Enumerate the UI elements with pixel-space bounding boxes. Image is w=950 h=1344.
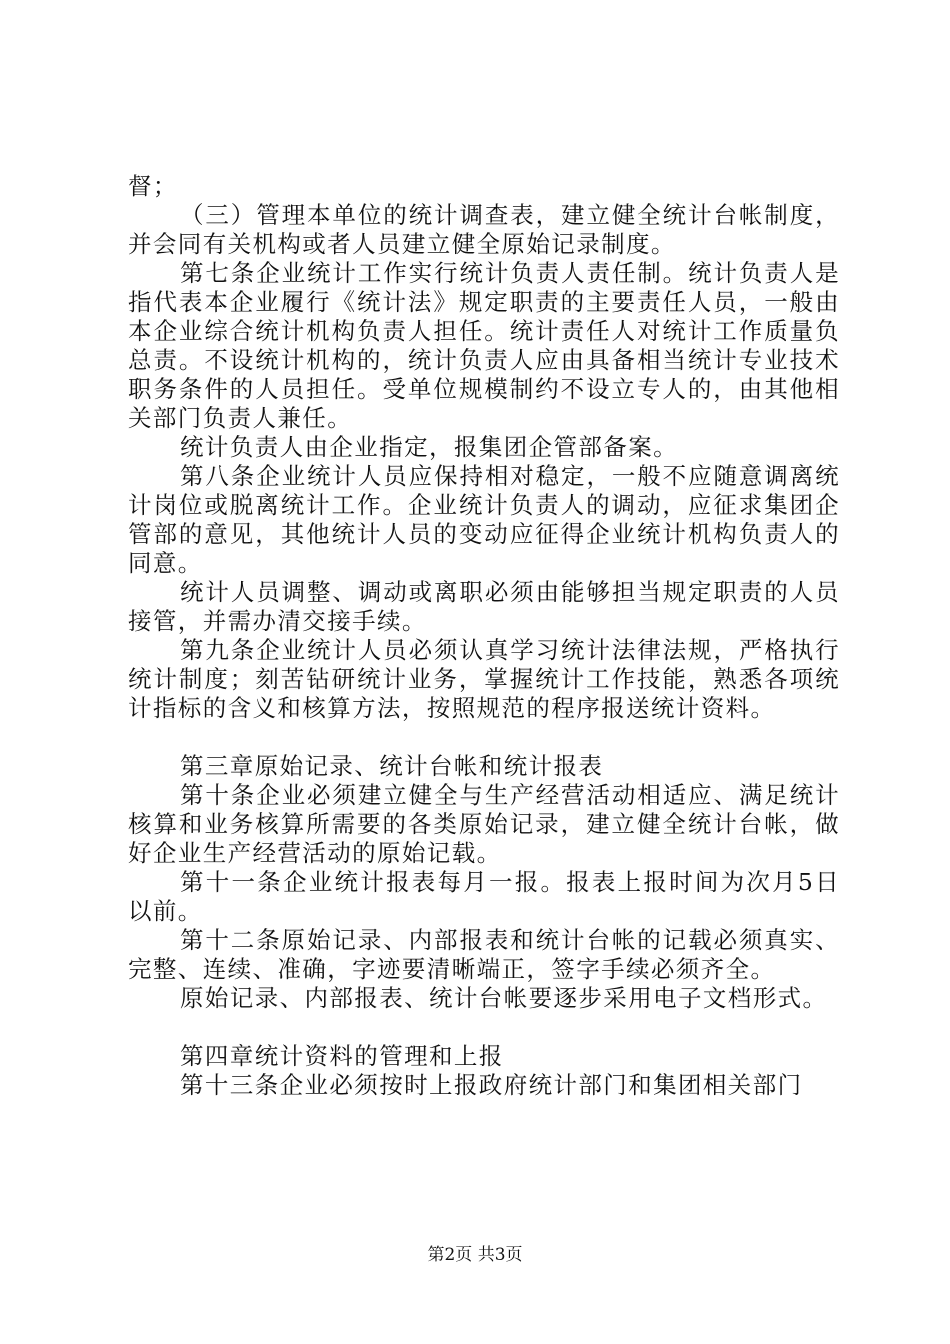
- blank-line: [128, 723, 840, 752]
- page-number-footer: 第2页 共3页: [427, 1245, 523, 1265]
- paragraph-article-10: 第十条企业必须建立健全与生产经营活动相适应、满足统计核算和业务核算所需要的各类原始记录，建立健全统计台帐，做好企业生产经营活动的原始记载。: [128, 781, 840, 867]
- paragraph-responsible-person: 统计负责人由企业指定，报集团企管部备案。: [180, 433, 678, 461]
- paragraph-article-13: 第十三条企业必须按时上报政府统计部门和集团相关部门: [180, 1071, 803, 1099]
- body-text: [128, 172, 840, 1100]
- paragraph-article-7: 第七条企业统计工作实行统计负责人责任制。统计负责人是指代表本企业履行《统计法》规定职责的主要责任人员，一般由本企业综合统计机构负责人担任。统计责任人对统计工作质量负总责。不设统计机构的，统计负责人应由具备相当统计专业技术职务条件的人员担任。受单位规模制约不设立专人的，由其他相关部门负责人兼任。: [128, 259, 840, 432]
- paragraph-staff-handover: 统计人员调整、调动或离职必须由能够担当规定职责的人员接管，并需办清交接手续。: [128, 578, 840, 635]
- paragraph-continuation: 督；: [128, 172, 178, 200]
- paragraph-article-9: 第九条企业统计人员必须认真学习统计法律法规，严格执行统计制度；刻苦钻研统计业务，掌握统计工作技能，熟悉各项统计指标的含义和核算方法，按照规范的程序报送统计资料。: [128, 636, 840, 722]
- paragraph-electronic-records: 原始记录、内部报表、统计台帐要逐步采用电子文档形式。: [180, 984, 828, 1012]
- blank-line: [128, 1013, 840, 1042]
- paragraph-article-8: 第八条企业统计人员应保持相对稳定，一般不应随意调离统计岗位或脱离统计工作。企业统计负责人的调动，应征求集团企管部的意见，其他统计人员的变动应征得企业统计机构负责人的同意。: [128, 462, 840, 577]
- chapter-3-heading: 第三章原始记录、统计台帐和统计报表: [180, 752, 604, 780]
- paragraph-item-3: （三）管理本单位的统计调查表，建立健全统计台帐制度，并会同有关机构或者人员建立健全原始记录制度。: [128, 201, 840, 258]
- paragraph-article-11: 第十一条企业统计报表每月一报。报表上报时间为次月5日以前。: [128, 868, 840, 925]
- paragraph-article-12: 第十二条原始记录、内部报表和统计台帐的记载必须真实、完整、连续、准确，字迹要清晰端正，签字手续必须齐全。: [128, 926, 840, 983]
- chapter-4-heading: 第四章统计资料的管理和上报: [180, 1042, 504, 1070]
